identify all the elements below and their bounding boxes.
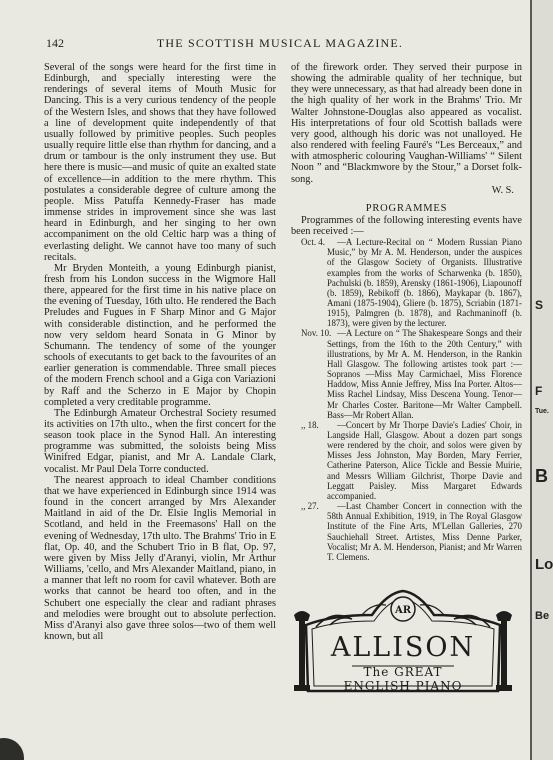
facing-page-edge [530, 0, 553, 760]
left-column [44, 62, 276, 642]
paragraph-mouth-music: Several of the songs were heard for the first time in Edinburgh, and specially interesting were the renderings of several items of Mouth Music for Dancing. This is a very curious tendency of the people of the Western Isles, and shows that they have followed a line of development quite independently of that usually followed by primitive peoples. Such peoples usually require little else than rhythm for dancing, and a drum or tambour is the only instrument they use. But here there is music—and music of quite an exalted state of excellence—in addition to the mere rhythm. This postulates a considerable degree of culture among the people. Miss Patuffa Kennedy-Fraser has made immense strides in improvement since she was last heard in Edinburgh, and her singing to her own accompaniment on the old Celtic harp was a thing of everlasting delight. We cannot have too many of such recitals. [44, 62, 276, 263]
programmes-intro: Programmes of the following interesting events have been received :— [291, 215, 522, 238]
entry-text: —Concert by Mr Thorpe Davie's Ladies' Choir, in Langside Hall, Glasgow. About a dozen part songs were rendered by the choir, and solos were given by Misses Jess Johnston, May Borden, Mary Ferrier, Catherine Paterson, Alice Tickle and Bessie Muirie, and Messrs William Gilchrist, Thorpe Davie and Leggatt Paisley. Miss Margaret Edwards accompanied. [327, 419, 522, 501]
entry-date: ,, 27. [301, 501, 319, 512]
facing-fragment: F [535, 384, 543, 398]
entry-date: ,, 18. [301, 419, 319, 430]
monogram-text: AR [394, 605, 412, 616]
paragraph-orchestral-society: The Edinburgh Amateur Orchestral Society resumed its activities on 17th ulto., when the first concert for the season took place in the Synod Hall. An interesting programme was submitted, the soloists being Miss Winifred Edgar, pianist, and Mr A. Landale Clark, vocalist. Mr Paul Dela Torre conducted. [44, 407, 276, 475]
ad-tagline-1: The GREAT [363, 665, 443, 679]
page-header [46, 36, 514, 50]
entry-date: Oct. 4. [301, 237, 325, 248]
paragraph-continuation: of the firework order. They served their purpose in showing the admirable quality of her technique, but they were unnecessary, as that had already been done in the high quality of her work in the Brahms' Trio. Mr Walter Johnstone-Douglas also appeared as vocalist. His interpretations of four old Scottish ballads were very good, although his doric was not unalloyed. He also rendered with feeling Fauré's “Les Berceaux,” and with atmospheric colouring Vaughan-Williams' “ Silent Noon ” and “Blackmwore by the Stour,” a Dorset folk-song. [291, 62, 522, 185]
programme-entry [291, 328, 522, 419]
paragraph-chamber-concert: The nearest approach to ideal Chamber conditions that we have experienced in Edinburgh since 1914 was found in the concert arranged by Mrs Alexander Maitland in aid of the Dr. Elsie Inglis Memorial in Scotland, and held in the Freemasons' Hall on the evening of Wednesday, 17th ulto. The Brahms' Trio in E flat, Op. 40, and the Schubert Trio in B flat, Op. 97, were given by Miss Jelly d'Aranyi, violin, Mr Arthur Williams, 'cello, and Mrs Alexander Maitland, piano, in a manner that left no room for cavil whatever. Both are works that cannot be heard too often, and in the Schubert one especially the clear and radiant phrases and melodies were brought out to absolute perfection. Miss d'Aranyi also gave three solos—two of them well known, but all [44, 474, 276, 642]
programme-entry [291, 420, 522, 501]
journal-title: THE SCOTTISH MUSICAL MAGAZINE. [156, 36, 404, 50]
entry-text: —A Lecture on “ The Shakespeare Songs and their Settings, from the 16th to the 20th Century,” with illustrations, by Mr A. M. Henderson, in the Rankin Hall Glasgow. The following artistes took part :—Sopranos —Miss May Carmichael, Miss Florence Haddow, Miss Annie Jeffrey, Miss Ina Porter. Altos—Miss Rachel Lindsay, Miss Descena Young. Tenor—Mr Charles Coster. Baritone—Mr Walter Campbell. Bass—Mr Robert Allan. [327, 328, 522, 420]
facing-fragment: Lo [535, 556, 553, 573]
ad-tagline-2: ENGLISH PIANO [343, 679, 463, 693]
facing-fragment: Tue. [535, 408, 549, 415]
ad-brand-name: ALLISON [330, 632, 476, 663]
scan-corner-shadow [0, 738, 24, 760]
author-signature: W. S. [491, 184, 514, 196]
programmes-heading: PROGRAMMES [365, 202, 448, 214]
facing-fragment: Be [535, 610, 550, 622]
entry-text: —Last Chamber Concert in connection with the 58th Annual Exhibition, 1919, in The Royal Glasgow Institute of the Fine Arts, M'Lellan Galleries, 270 Sauchiehall Street. Artistes, Miss Denne Parker, Vocalist; Mr A. M. Henderson, Pianist; and Mr Warren T. Clemens. [327, 501, 522, 562]
entry-date: Nov. 10. [301, 328, 332, 339]
allison-piano-advertisement [292, 585, 514, 697]
entry-text: —A Lecture-Recital on “ Modern Russian Piano Music,” by Mr A. M. Henderson, under the auspices of the Glasgow Society of Organists. Illustrative examples from the works of Scharwenka (b. 1850), Pachulski (b. 1859), Arensky (1861-1906), Liapounoff (b. 1859), Rebikoff (b. 1866), Maykapar (b. 1867), Amani (1875-1904), Gliere (b. 1875), Scriabin (1871-1915), Palmgren (b. 1878), and Rachmaninoff (b. 1873), were given by the lecturer. [327, 237, 522, 329]
page-number: 142 [46, 36, 64, 50]
facing-fragment: B [535, 466, 548, 486]
right-column [291, 62, 522, 562]
paragraph-bryden-monteith: Mr Bryden Monteith, a young Edinburgh pianist, fresh from his London success in the Wigmore Hall there, appeared for the first time in his native place on the evening of Tuesday, 16th ulto. He rendered the Bach Preludes and Fugues in F Sharp Minor and G Major with considerable distinction, and he performed the now very seldom heard Sonata in G Minor by Schumann. The tendency of some of the younger schools of executants to get back to the favourites of an earlier generation is commendable. Three small pieces of the modern French school and a Giga con Variazioni by Raff and the Scherzo in E Major by Chopin completed a very creditable programme. [44, 262, 276, 408]
programme-entry [291, 501, 522, 562]
programme-entry [291, 237, 522, 328]
facing-fragment: S [535, 298, 544, 312]
